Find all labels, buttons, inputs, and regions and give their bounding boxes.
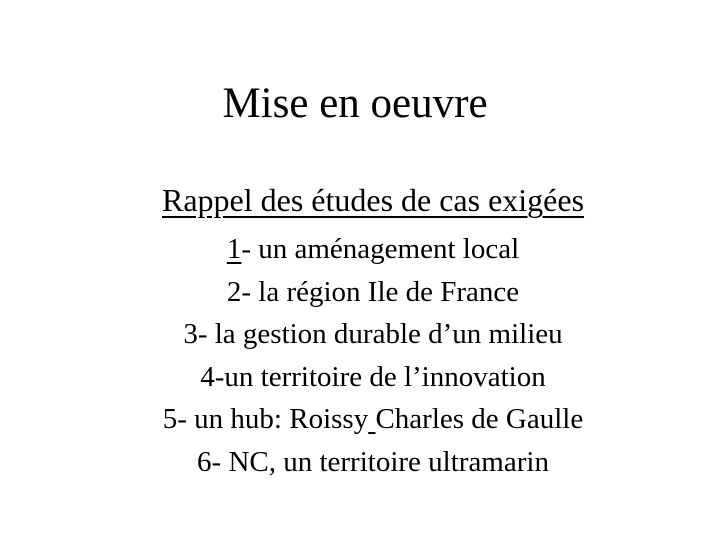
list-item: 2- la région Ile de France [226, 275, 520, 308]
list-item: 6- NC, un territoire ultramarin [197, 445, 549, 478]
subtitle-text: Rappel des études de cas exigées [161, 182, 585, 218]
item-text-end: Charles de Gaulle [375, 403, 584, 435]
case-study-list [0, 228, 720, 483]
slide-subtitle [0, 180, 720, 220]
list-item: 4-un territoire de l’innovation [200, 360, 546, 393]
item-text-start: 5- un hub: Roissy [162, 403, 369, 435]
list-item [0, 398, 720, 441]
list-item [0, 228, 720, 271]
item-text: - un aménagement local [241, 233, 520, 265]
slide-title: Mise en oeuvre [222, 80, 488, 127]
item-number: 1 [226, 233, 242, 265]
list-item: 3- la gestion durable d’un milieu [183, 318, 563, 350]
